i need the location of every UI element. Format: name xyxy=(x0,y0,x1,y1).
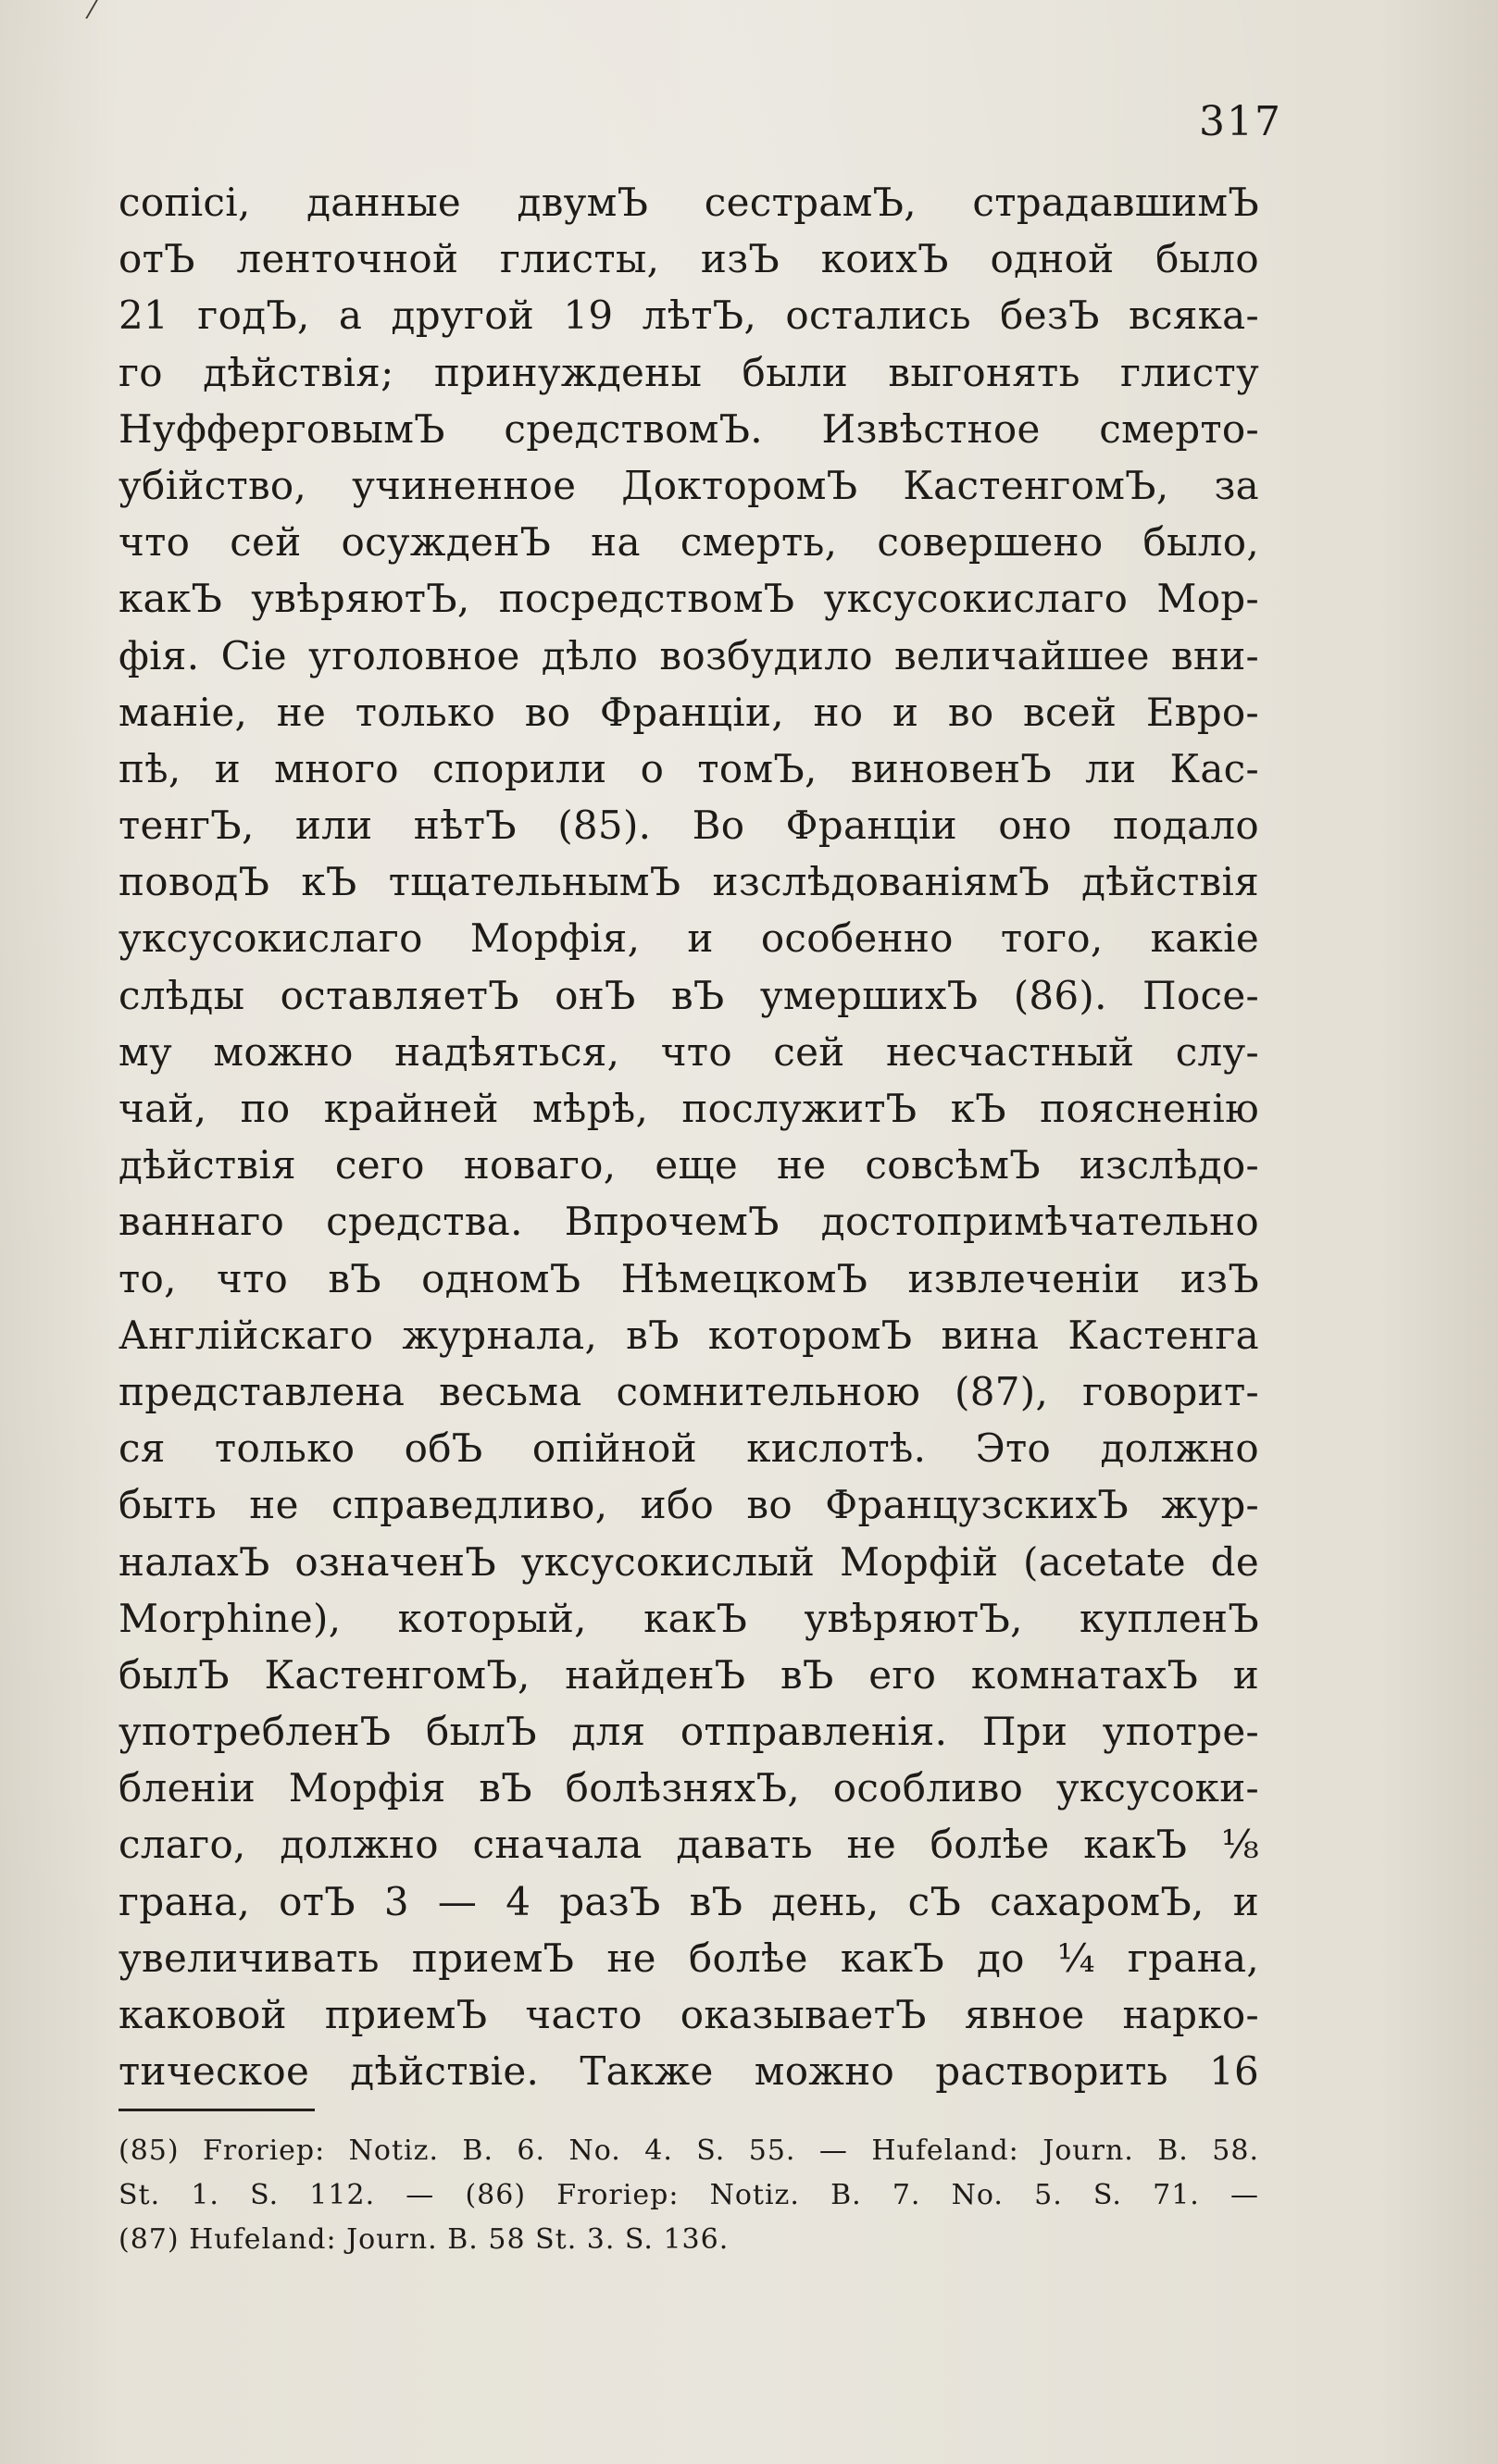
text-line: Morphine), который, какЪ увѣряютЪ, купленЪ xyxy=(119,1595,1259,1641)
text-line: слаго, должно сначала давать не болѣе какЪ ⅛ xyxy=(119,1822,1259,1868)
footnote-rule xyxy=(119,2109,315,2111)
text-line: 21 годЪ, а другой 19 лѣтЪ, остались безЪ всяка- xyxy=(119,292,1259,339)
text-line: дѣйствія сего новаго, еще не совсѣмЪ изслѣдо- xyxy=(119,1142,1259,1188)
text-line: то, что вЪ одномЪ НѣмецкомЪ извлеченіи изЪ xyxy=(119,1255,1259,1301)
text-line: быть не справедливо, ибо во ФранцузскихЪ жур- xyxy=(119,1482,1259,1528)
text-line: Англійскаго журнала, вЪ которомЪ вина Кастенга xyxy=(119,1312,1259,1358)
footnote-line: (85) Froriep: Notiz. B. 6. No. 4. S. 55. — Hufeland: Journ. B. 58. xyxy=(119,2134,1259,2167)
text-line: маніе, не только во Франціи, но и во всей Евро- xyxy=(119,689,1259,735)
footnote-line: St. 1. S. 112. — (86) Froriep: Notiz. B. 7. No. 5. S. 71. — xyxy=(119,2179,1259,2211)
body-text xyxy=(119,174,1259,2099)
text-line: НуфферговымЪ средствомЪ. Извѣстное смерто- xyxy=(119,405,1259,452)
page-number: 317 xyxy=(1199,98,1282,145)
text-line: ваннаго средства. ВпрочемЪ достопримѣчательно xyxy=(119,1199,1259,1245)
margin-mark xyxy=(85,0,115,19)
footnote-line: (87) Hufeland: Journ. B. 58 St. 3. S. 136. xyxy=(119,2223,730,2256)
footnotes xyxy=(119,2129,1259,2262)
text-line: чай, по крайней мѣрѣ, послужитЪ кЪ поясненію xyxy=(119,1086,1259,1131)
text-line: слѣды оставляетЪ онЪ вЪ умершихЪ (86). Посе- xyxy=(119,972,1259,1018)
text-line: былЪ КастенгомЪ, найденЪ вЪ его комнатахЪ и xyxy=(119,1651,1259,1698)
text-line: бленіи Морфія вЪ болѣзняхЪ, особливо уксусоки- xyxy=(119,1765,1259,1811)
text-line: какЪ увѣряютЪ, посредствомЪ уксусокислаго Мор- xyxy=(119,576,1259,622)
text-line: грана, отЪ 3 — 4 разЪ вЪ день, сЪ сахаромЪ, и xyxy=(119,1878,1259,1924)
text-line: поводЪ кЪ тщательнымЪ изслѣдованіямЪ дѣйствія xyxy=(119,859,1259,905)
text-line: каковой приемЪ часто оказываетЪ явное нарко- xyxy=(119,1992,1259,2037)
text-line: тическое дѣйствіе. Также можно растворить 16 xyxy=(119,2048,1259,2095)
text-line: увеличивать приемЪ не болѣе какЪ до ¼ грана, xyxy=(119,1935,1259,1981)
text-line: уксусокислаго Морфія, и особенно того, какіе xyxy=(119,915,1259,962)
text-line: представлена весьма сомнительною (87), говорит- xyxy=(119,1368,1259,1414)
text-line: пѣ, и много спорили о томЪ, виновенЪ ли Кас- xyxy=(119,745,1259,791)
text-line: тенгЪ, или нѣтЪ (85). Во Франціи оно подало xyxy=(119,803,1259,849)
text-line: го дѣйствія; принуждены были выгонять глисту xyxy=(119,349,1259,395)
text-line: убійство, учиненное ДокторомЪ КастенгомЪ, за xyxy=(119,462,1259,508)
text-line: му можно надѣяться, что сей несчастный слу- xyxy=(119,1028,1259,1075)
text-line: употребленЪ былЪ для отправленія. При употре- xyxy=(119,1709,1259,1755)
text-line: отЪ ленточной глисты, изЪ коихЪ одной было xyxy=(119,236,1259,282)
text-line: что сей осужденЪ на смерть, совершено было, xyxy=(119,519,1259,566)
text-line: фія. Сіе уголовное дѣло возбудило величайшее вни- xyxy=(119,632,1259,678)
text-line: сопісі, данные двумЪ сестрамЪ, страдавшимЪ xyxy=(119,180,1259,225)
text-line: налахЪ означенЪ уксусокислый Морфій (acetate de xyxy=(119,1538,1259,1585)
text-line: ся только обЪ опійной кислотѣ. Это должно xyxy=(119,1425,1259,1472)
